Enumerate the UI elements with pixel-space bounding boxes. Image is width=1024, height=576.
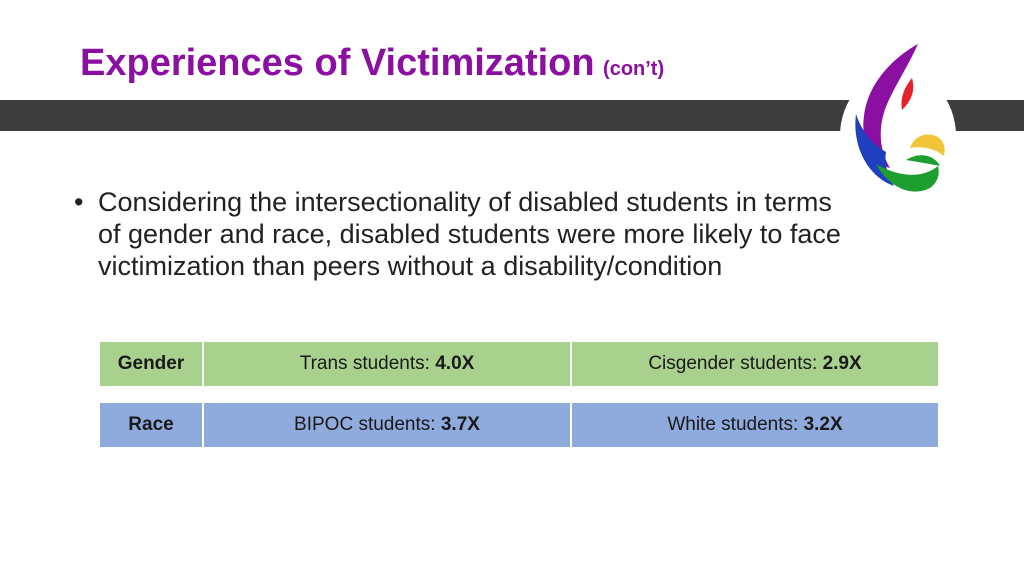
cell-text: Trans students:: [299, 353, 436, 374]
table-row: [100, 403, 938, 447]
cell-value: 4.0X: [435, 353, 475, 374]
bullet-point: [74, 186, 854, 282]
cell-text: BIPOC students:: [294, 414, 441, 435]
gender-row-table: [100, 342, 938, 386]
cisgender-students-cell: [571, 342, 938, 386]
flame-petals-logo-icon: [838, 36, 958, 204]
slide-title-suffix: (con’t): [603, 58, 665, 80]
bipoc-students-cell: [203, 403, 571, 447]
bullet-text: Considering the intersectionality of disabled students in terms of gender and race, disabled students were more likely to face victimization than peers without a disability/condition: [98, 187, 841, 281]
race-row-table: [100, 403, 938, 447]
cell-value: 3.2X: [803, 414, 843, 435]
cell-value: 3.7X: [440, 414, 480, 435]
cell-text: Cisgender students:: [648, 353, 823, 374]
row-label-gender: Gender: [100, 342, 203, 386]
cell-value: 2.9X: [822, 353, 862, 374]
cell-text: White students:: [667, 414, 804, 435]
white-students-cell: [571, 403, 938, 447]
row-label-race: Race: [100, 403, 203, 447]
slide-title: [80, 42, 664, 85]
table-row: [100, 342, 938, 386]
trans-students-cell: [203, 342, 571, 386]
slide-title-main: Experiences of Victimization: [80, 42, 595, 84]
bullet-icon: •: [74, 187, 84, 217]
